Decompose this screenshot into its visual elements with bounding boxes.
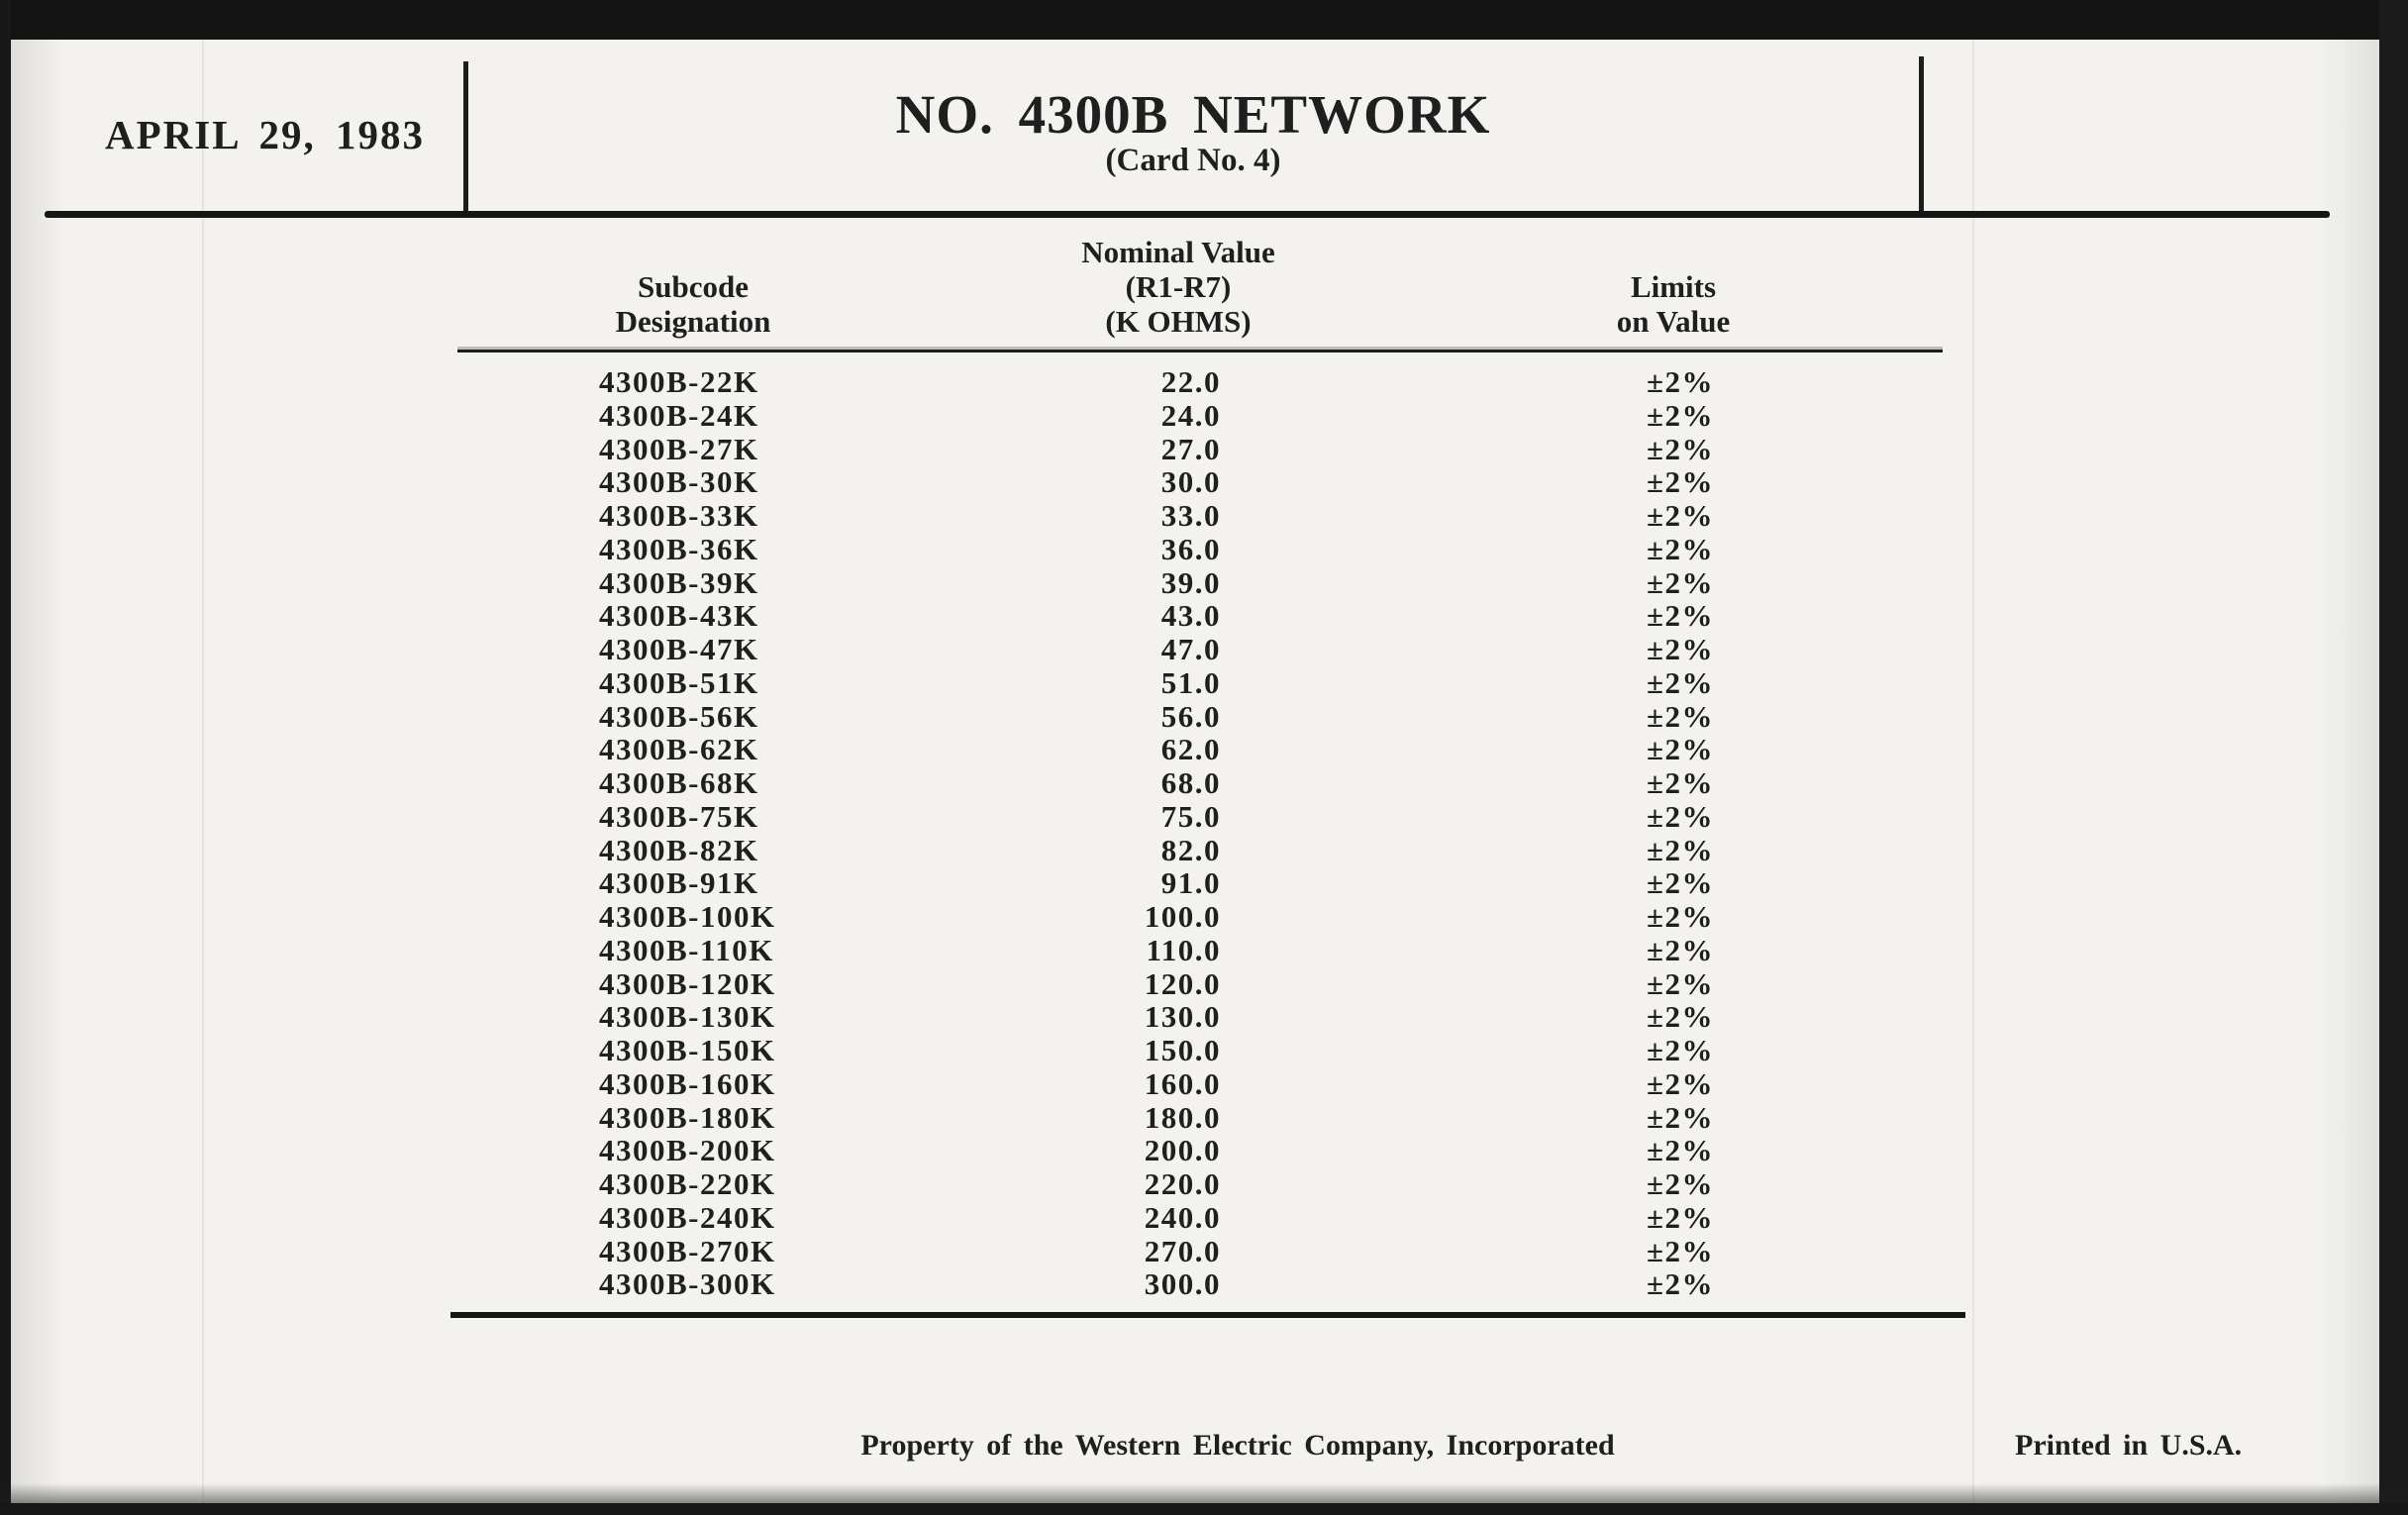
limit-cell: ±2% — [1646, 732, 1714, 767]
nominal-value-cell: 43.0 — [1160, 598, 1221, 634]
limit-cell: ±2% — [1646, 664, 1714, 700]
subcode-cell: 4300B-75K — [599, 798, 759, 834]
nominal-value-cell: 51.0 — [1160, 664, 1221, 700]
limit-cell: ±2% — [1646, 1133, 1714, 1168]
subcode-cell: 4300B-270K — [599, 1233, 776, 1268]
subcode-cell: 4300B-240K — [599, 1199, 776, 1235]
limit-cell: ±2% — [1646, 1065, 1714, 1101]
limit-cell: ±2% — [1646, 632, 1714, 666]
resistor-table — [451, 365, 1965, 1301]
property-notice: Property of the Western Electric Company, Incorporated — [860, 1429, 1615, 1462]
limit-cell: ±2% — [1646, 1099, 1714, 1135]
nominal-value-cell: 91.0 — [1160, 865, 1221, 901]
limit-cell: ±2% — [1646, 832, 1714, 867]
paper-edge-shading-right — [2320, 40, 2379, 1503]
limit-cell: ±2% — [1646, 1233, 1714, 1268]
limit-cell: ±2% — [1646, 531, 1714, 566]
column-header-line: (K OHMS) — [1105, 304, 1252, 339]
nominal-value-cell: 47.0 — [1160, 632, 1221, 666]
column-header-subcode — [525, 269, 861, 339]
subcode-cell: 4300B-120K — [599, 965, 776, 1001]
table-bottom-rule — [451, 1312, 1965, 1318]
nominal-value-cell: 56.0 — [1160, 698, 1221, 734]
table-row — [451, 1167, 1965, 1201]
table-row — [451, 1000, 1965, 1034]
limit-cell: ±2% — [1646, 765, 1714, 800]
table-row — [451, 533, 1965, 566]
column-header-line: Nominal Value — [1081, 235, 1275, 269]
subcode-cell: 4300B-160K — [599, 1065, 776, 1101]
scan-shadow-bottom — [0, 1483, 2408, 1505]
limit-cell: ±2% — [1646, 1166, 1714, 1201]
header-divider-right — [1919, 56, 1924, 212]
nominal-value-cell: 220.0 — [1144, 1166, 1221, 1201]
subcode-cell: 4300B-27K — [599, 431, 759, 466]
table-row — [451, 733, 1965, 766]
subcode-cell: 4300B-43K — [599, 598, 759, 634]
table-row — [451, 1267, 1965, 1301]
table-row — [451, 866, 1965, 900]
limit-cell: ±2% — [1646, 798, 1714, 834]
subcode-cell: 4300B-56K — [599, 698, 759, 734]
paper-crease-right — [1972, 40, 1974, 1503]
limit-cell: ±2% — [1646, 364, 1714, 399]
limit-cell: ±2% — [1646, 899, 1714, 934]
table-row — [451, 766, 1965, 800]
scan-border-right — [2379, 0, 2408, 1515]
table-row — [451, 465, 1965, 499]
nominal-value-cell: 24.0 — [1160, 397, 1221, 433]
subcode-cell: 4300B-51K — [599, 664, 759, 700]
subcode-cell: 4300B-62K — [599, 732, 759, 767]
subcode-cell: 4300B-47K — [599, 632, 759, 666]
table-row — [451, 1201, 1965, 1235]
subcode-cell: 4300B-24K — [599, 397, 759, 433]
nominal-value-cell: 270.0 — [1144, 1233, 1221, 1268]
scan-border-left — [0, 0, 11, 1515]
paper-crease-left — [202, 40, 204, 1503]
subcode-cell: 4300B-200K — [599, 1133, 776, 1168]
limit-cell: ±2% — [1646, 1033, 1714, 1067]
subcode-cell: 4300B-30K — [599, 464, 759, 500]
table-row — [451, 934, 1965, 967]
subcode-cell: 4300B-36K — [599, 531, 759, 566]
column-header-nominal-value — [1010, 235, 1347, 339]
nominal-value-cell: 130.0 — [1144, 999, 1221, 1035]
limit-cell: ±2% — [1646, 999, 1714, 1035]
nominal-value-cell: 33.0 — [1160, 498, 1221, 533]
column-header-line: Subcode — [638, 269, 749, 304]
nominal-value-cell: 180.0 — [1144, 1099, 1221, 1135]
nominal-value-cell: 62.0 — [1160, 732, 1221, 767]
document-date: APRIL 29, 1983 — [105, 112, 426, 157]
column-header-line: on Value — [1616, 304, 1731, 339]
limit-cell: ±2% — [1646, 1199, 1714, 1235]
printed-in-usa-label: Printed in U.S.A. — [2015, 1429, 2243, 1462]
table-row — [451, 599, 1965, 633]
subcode-cell: 4300B-39K — [599, 564, 759, 600]
limit-cell: ±2% — [1646, 464, 1714, 500]
limit-cell: ±2% — [1646, 431, 1714, 466]
header-rule — [45, 211, 2330, 218]
scan-border-bottom — [0, 1503, 2408, 1515]
table-row — [451, 1034, 1965, 1067]
subcode-cell: 4300B-130K — [599, 999, 776, 1035]
table-row — [451, 666, 1965, 700]
table-row — [451, 1101, 1965, 1135]
table-row — [451, 700, 1965, 734]
limit-cell: ±2% — [1646, 598, 1714, 634]
nominal-value-cell: 36.0 — [1160, 531, 1221, 566]
table-row — [451, 499, 1965, 533]
subcode-cell: 4300B-150K — [599, 1033, 776, 1067]
subcode-cell: 4300B-300K — [599, 1266, 776, 1302]
nominal-value-cell: 100.0 — [1144, 899, 1221, 934]
column-header-limits — [1505, 269, 1842, 339]
page-title: NO. 4300B NETWORK — [895, 84, 1491, 145]
subcode-cell: 4300B-22K — [599, 364, 759, 399]
scan-border-top — [0, 0, 2408, 40]
table-row — [451, 633, 1965, 666]
table-row — [451, 834, 1965, 867]
subcode-cell: 4300B-91K — [599, 865, 759, 901]
nominal-value-cell: 39.0 — [1160, 564, 1221, 600]
nominal-value-cell: 30.0 — [1160, 464, 1221, 500]
nominal-value-cell: 82.0 — [1160, 832, 1221, 867]
column-header-line: Designation — [615, 304, 771, 339]
nominal-value-cell: 120.0 — [1144, 965, 1221, 1001]
page-subtitle: (Card No. 4) — [1105, 143, 1281, 178]
limit-cell: ±2% — [1646, 932, 1714, 967]
paper-edge-shading-left — [11, 40, 65, 1503]
column-header-line: Limits — [1630, 269, 1717, 304]
table-row — [451, 800, 1965, 834]
column-header-line: (R1-R7) — [1125, 269, 1232, 304]
table-row — [451, 399, 1965, 433]
limit-cell: ±2% — [1646, 498, 1714, 533]
nominal-value-cell: 68.0 — [1160, 765, 1221, 800]
header-divider-left — [463, 61, 468, 212]
table-row — [451, 1235, 1965, 1268]
table-row — [451, 365, 1965, 399]
subcode-cell: 4300B-68K — [599, 765, 759, 800]
limit-cell: ±2% — [1646, 1266, 1714, 1302]
table-row — [451, 433, 1965, 466]
table-row — [451, 566, 1965, 600]
nominal-value-cell: 75.0 — [1160, 798, 1221, 834]
nominal-value-cell: 300.0 — [1144, 1266, 1221, 1302]
nominal-value-cell: 110.0 — [1146, 932, 1221, 967]
subcode-cell: 4300B-100K — [599, 899, 776, 934]
limit-cell: ±2% — [1646, 698, 1714, 734]
subcode-cell: 4300B-33K — [599, 498, 759, 533]
nominal-value-cell: 150.0 — [1144, 1033, 1221, 1067]
nominal-value-cell: 160.0 — [1144, 1065, 1221, 1101]
subcode-cell: 4300B-82K — [599, 832, 759, 867]
nominal-value-cell: 22.0 — [1160, 364, 1221, 399]
nominal-value-cell: 27.0 — [1160, 431, 1221, 466]
table-row — [451, 1134, 1965, 1167]
limit-cell: ±2% — [1646, 865, 1714, 901]
nominal-value-cell: 240.0 — [1144, 1199, 1221, 1235]
subcode-cell: 4300B-180K — [599, 1099, 776, 1135]
table-header-rule — [457, 350, 1943, 353]
table-row — [451, 900, 1965, 934]
limit-cell: ±2% — [1646, 965, 1714, 1001]
limit-cell: ±2% — [1646, 564, 1714, 600]
nominal-value-cell: 200.0 — [1144, 1133, 1221, 1168]
table-row — [451, 1067, 1965, 1101]
subcode-cell: 4300B-110K — [599, 932, 774, 967]
subcode-cell: 4300B-220K — [599, 1166, 776, 1201]
table-row — [451, 967, 1965, 1001]
limit-cell: ±2% — [1646, 397, 1714, 433]
